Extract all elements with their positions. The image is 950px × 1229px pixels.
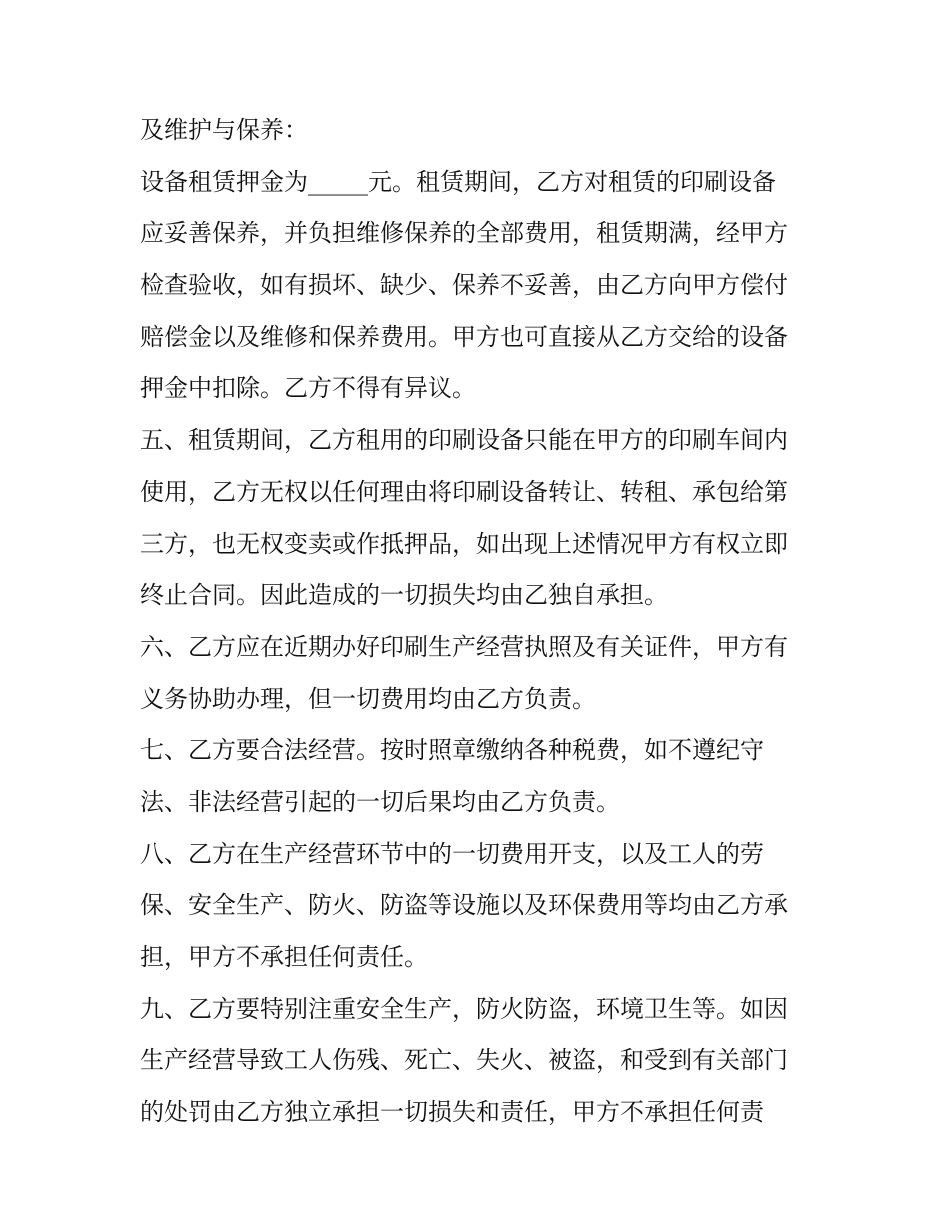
text-line: 保、安全生产、防火、防盗等设施以及环保费用等均由乙方承 <box>140 891 788 920</box>
text-line: 担，甲方不承担任何责任。 <box>140 943 428 971</box>
document-body <box>140 108 820 1142</box>
text-line: 押金中扣除。乙方不得有异议。 <box>140 374 476 403</box>
text-line: 法、非法经营引起的一切后果均由乙方负责。 <box>140 787 620 816</box>
text-line: 及维护与保养： <box>140 116 308 144</box>
text-line: 八、乙方在生产经营环节中的一切费用开支，以及工人的劳 <box>140 839 764 868</box>
text-line: 五、租赁期间，乙方租用的印刷设备只能在甲方的印刷车间内 <box>140 426 788 455</box>
text-line: 九、乙方要特别注重安全生产，防火防盗，环境卫生等。如因 <box>140 994 788 1023</box>
text-line: 终止合同。因此造成的一切损失均由乙独自承担。 <box>140 581 668 610</box>
text-line: 三方，也无权变卖或作抵押品，如出现上述情况甲方有权立即 <box>140 529 788 558</box>
text-line: 设备租赁押金为_____元。租赁期间，乙方对租赁的印刷设备 <box>140 167 776 196</box>
text-line: 使用，乙方无权以任何理由将印刷设备转让、转租、承包给第 <box>140 477 788 506</box>
text-line: 应妥善保养，并负担维修保养的全部费用，租赁期满，经甲方 <box>140 219 788 248</box>
text-line: 检查验收，如有损坏、缺少、保养不妥善，由乙方向甲方偿付 <box>140 271 788 300</box>
text-line: 义务协助办理，但一切费用均由乙方负责。 <box>140 684 596 713</box>
text-line: 生产经营导致工人伤残、死亡、失火、被盗，和受到有关部门 <box>140 1046 788 1075</box>
text-line: 六、乙方应在近期办好印刷生产经营执照及有关证件，甲方有 <box>140 632 788 661</box>
text-line: 七、乙方要合法经营。按时照章缴纳各种税费，如不遵纪守 <box>140 736 764 765</box>
text-line: 的处罚由乙方独立承担一切损失和责任，甲方不承担任何责 <box>140 1098 764 1127</box>
text-line: 赔偿金以及维修和保养费用。甲方也可直接从乙方交给的设备 <box>140 322 788 351</box>
